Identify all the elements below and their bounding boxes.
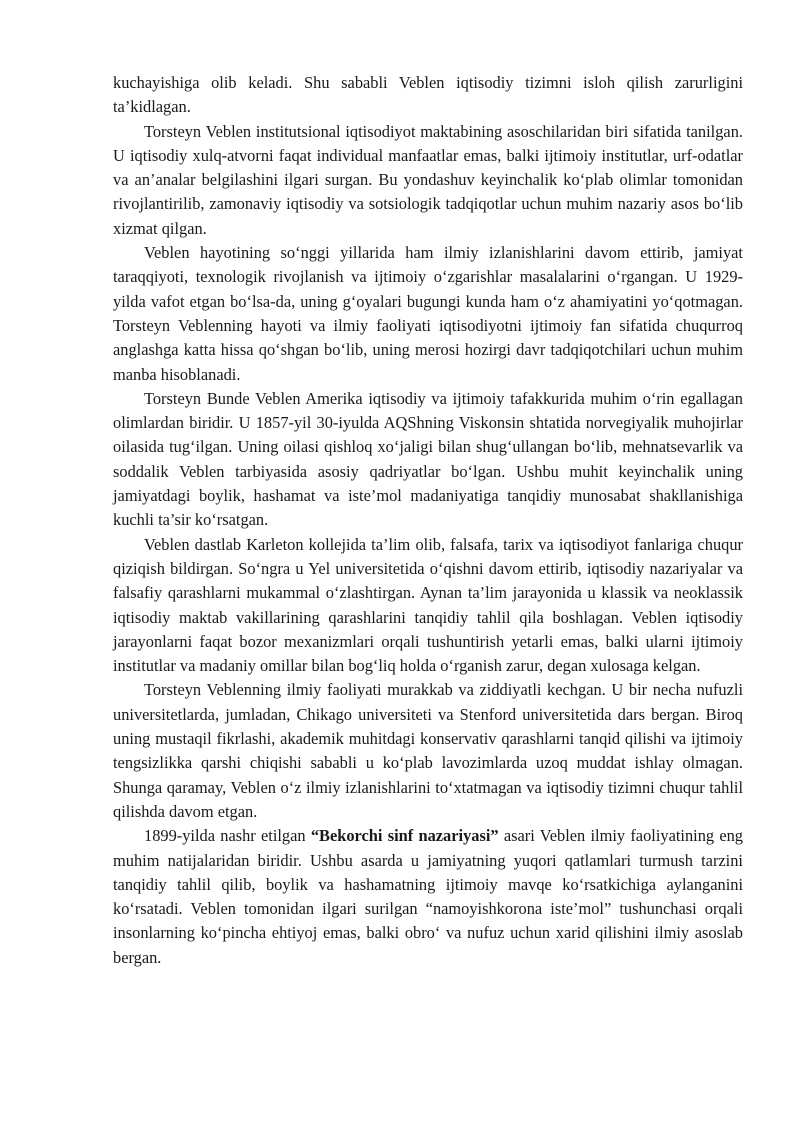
paragraph-education: Veblen dastlab Karleton kollejida ta’lim olib, falsafa, tarix va iqtisodiyot fanlariga chuqur qiziqish bildirgan. So‘ngra u Yel universitetida o‘qishni davom ettirib, iqtisodiy nazariyalar va falsafiy qarashlarni mukammal o‘zlashtirgan. Aynan ta’lim jarayonida u klassik va neoklassik iqtisodiy maktab vakillarining qarashlarini tanqidiy tahlil qila boshlagan. Veblen iqtisodiy jarayonlarni faqat bozor mexanizmlari orqali tushuntirish yetarli emas, balki ularni ijtimoiy institutlar va madaniy omillar bilan bog‘liq holda o‘rganish zarur, degan xulosaga kelgan. (113, 534, 743, 676)
document-page (113, 71, 743, 970)
paragraph-text-after: asari Veblen ilmiy faoliyatining eng muhim natijalaridan biridir. Ushbu asarda u jamiyatning yuqori qatlamlari turmush tarzini tanqidiy tahlil qilib, boylik va hashamatning ijtimoiy mavqe ko‘rsatkichiga aylanganini ko‘rsatadi. Veblen tomonidan ilgari surilgan “namoyishkorona iste’mol” tushunchasi orqali insonlarning ko‘pincha ehtiyoj emas, balki obro‘ va nufuz uchun xarid qilishini ilmiy asoslab bergan. (113, 826, 743, 967)
paragraph-later-years: Veblen hayotining so‘nggi yillarida ham ilmiy izlanishlarini davom ettirib, jamiyat taraqqiyoti, texnologik rivojlanish va ijtimoiy o‘zgarishlar masalalarini o‘rgangan. U 1929-yilda vafot etgan bo‘lsa-da, uning g‘oyalari bugungi kunda ham o‘z ahamiyatini yo‘qotmagan. Torsteyn Veblenning hayoti va ilmiy faoliyati iqtisodiyotni ijtimoiy fan sifatida chuqurroq anglashga katta hissa qo‘shgan bo‘lib, uning merosi hozirgi davr tadqiqotchilari uchun muhim manba hisoblanadi. (113, 243, 743, 384)
paragraph-leisure-class-theory (113, 824, 743, 970)
book-title: “Bekorchi sinf nazariyasi” (310, 826, 499, 846)
paragraph-biography: Torsteyn Bunde Veblen Amerika iqtisodiy va ijtimoiy tafakkurida muhim o‘rin egallagan olimlardan biridir. U 1857-yil 30-iyulda AQShning Viskonsin shtatida norvegiyalik muhojirlar oilasida tug‘ilgan. Uning oilasi qishloq xo‘jaligi bilan shug‘ullangan bo‘lib, mehnatsevarlik va soddalik Veblen tarbiyasida asosiy qadriyatlar bo‘lgan. Ushbu muhit keyinchalik uning jamiyatdagi boylik, hashamat va iste’mol madaniyatiga tanqidiy munosabat shakllanishiga kuchli ta’sir ko‘rsatgan. (113, 388, 743, 530)
paragraph-academic-career: Torsteyn Veblenning ilmiy faoliyati murakkab va ziddiyatli kechgan. U bir necha nufuzli universitetlarda, jumladan, Chikago universiteti va Stenford universitetida dars bergan. Biroq uning mustaqil fikrlashi, akademik muhitdagi konservativ qarashlarni tanqid qilishi va ijtimoiy tengsizlikka qarshi chiqishi sababli u ko‘plab lavozimlarda uzoq muddat ishlay olmagan. Shunga qaramay, Veblen o‘z ilmiy izlanishlarini to‘xtatmagan va iqtisodiy tizimni chuqur tahlil qilishda davom etgan. (113, 680, 743, 821)
paragraph-text-before: 1899-yilda nashr etilgan (144, 826, 311, 846)
paragraph-continuation: kuchayishiga olib keladi. Shu sababli Veblen iqtisodiy tizimni isloh qilish zarurligini ta’kidlagan. (113, 73, 743, 117)
paragraph-institutional-school: Torsteyn Veblen institutsional iqtisodiyot maktabining asoschilaridan biri sifatida tanilgan. U iqtisodiy xulq-atvorni faqat individual manfaatlar emas, balki ijtimoiy institutlar, urf-odatlar va an’analar belgilashini ilgari surgan. Bu yondashuv keyinchalik ko‘plab olimlar tomonidan rivojlantirilib, zamonaviy iqtisodiy va sotsiologik tadqiqotlar uchun muhim nazariy asos bo‘lib xizmat qilgan. (113, 121, 743, 238)
